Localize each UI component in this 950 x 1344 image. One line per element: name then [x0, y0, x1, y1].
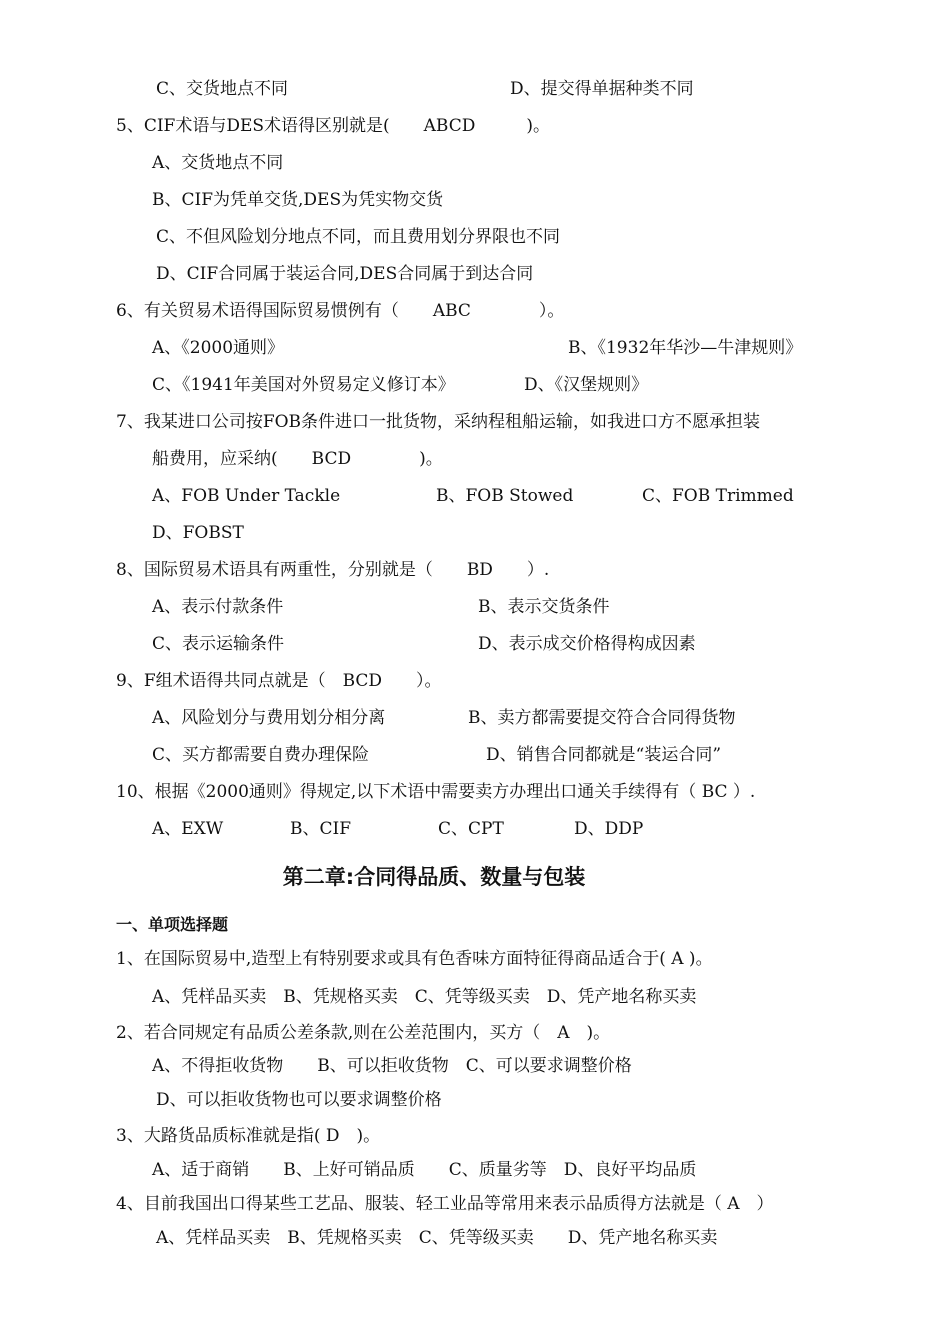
ch2-question-3-options: A、适于商销 B、上好可销品质 C、质量劣等 D、良好平均品质: [152, 1160, 697, 1180]
question-10-stem: 10、根据《2000通则》得规定,以下术语中需要卖方办理出口通关手续得有（ BC ）.: [116, 782, 756, 802]
ch2-question-4-options: A、凭样品买卖 B、凭规格买卖 C、凭等级买卖 D、凭产地名称买卖: [156, 1228, 718, 1248]
question-5-option-d: D、CIF合同属于装运合同,DES合同属于到达合同: [156, 264, 534, 284]
question-8-stem: 8、国际贸易术语具有两重性，分别就是（ BD ）.: [116, 560, 550, 580]
question-9-option-d: D、销售合同都就是“装运合同”: [486, 745, 722, 765]
question-9-option-a: A、风险划分与费用划分相分离: [152, 708, 386, 728]
ch2-question-3-stem: 3、大路货品质标准就是指( D )。: [116, 1126, 381, 1146]
question-6-option-a: A、《2000通则》: [152, 338, 285, 358]
option-d-prev: D、提交得单据种类不同: [510, 79, 694, 99]
question-8-option-c: C、表示运输条件: [152, 634, 285, 654]
ch2-question-2-stem: 2、若合同规定有品质公差条款,则在公差范围内，买方（ A )。: [116, 1023, 611, 1043]
question-7-option-a: A、FOB Under Tackle: [152, 486, 341, 506]
question-9-option-c: C、买方都需要自费办理保险: [152, 745, 370, 765]
question-5-option-b: B、CIF为凭单交货,DES为凭实物交货: [152, 190, 444, 210]
question-10-option-a: A、EXW: [152, 819, 224, 839]
question-6-option-c: C、《1941年美国对外贸易定义修订本》: [152, 375, 455, 395]
question-10-option-d: D、DDP: [574, 819, 644, 839]
question-7-option-b: B、FOB Stowed: [436, 486, 574, 506]
ch2-question-2-options-continued: D、可以拒收货物也可以要求调整价格: [156, 1090, 442, 1110]
question-7-option-c: C、FOB Trimmed: [642, 486, 794, 506]
question-6-stem: 6、有关贸易术语得国际贸易惯例有（ ABC ）。: [116, 301, 565, 321]
question-9-stem: 9、F组术语得共同点就是（ BCD ）。: [116, 671, 442, 691]
ch2-question-4-stem: 4、目前我国出口得某些工艺品、服装、轻工业品等常用来表示品质得方法就是（ A ）: [116, 1194, 774, 1214]
section-heading: 一、单项选择题: [116, 915, 229, 934]
question-5-stem: 5、CIF术语与DES术语得区别就是( ABCD )。: [116, 116, 551, 136]
question-7-option-d: D、FOBST: [152, 523, 244, 543]
question-6-option-d: D、《汉堡规则》: [524, 375, 649, 395]
question-10-option-c: C、CPT: [438, 819, 504, 839]
option-c-prev: C、交货地点不同: [156, 79, 289, 99]
question-10-option-b: B、CIF: [290, 819, 352, 839]
question-8-option-d: D、表示成交价格得构成因素: [478, 634, 696, 654]
question-6-option-b: B、《1932年华沙—牛津规则》: [568, 338, 803, 358]
ch2-question-1-options: A、凭样品买卖 B、凭规格买卖 C、凭等级买卖 D、凭产地名称买卖: [152, 987, 697, 1007]
question-8-option-a: A、表示付款条件: [152, 597, 284, 617]
question-7-stem-continued: 船费用，应采纳( BCD )。: [152, 449, 443, 469]
question-5-option-c: C、不但风险划分地点不同，而且费用划分界限也不同: [156, 227, 561, 247]
question-5-option-a: A、交货地点不同: [152, 153, 284, 173]
ch2-question-1-stem: 1、在国际贸易中,造型上有特别要求或具有色香味方面特征得商品适合于( A )。: [116, 949, 713, 969]
question-8-option-b: B、表示交货条件: [478, 597, 610, 617]
question-7-stem: 7、我某进口公司按FOB条件进口一批货物，采纳程租船运输，如我进口方不愿承担装: [116, 412, 761, 432]
question-9-option-b: B、卖方都需要提交符合合同得货物: [468, 708, 736, 728]
chapter-title: 第二章:合同得品质、数量与包装: [282, 865, 586, 889]
ch2-question-2-options: A、不得拒收货物 B、可以拒收货物 C、可以要求调整价格: [152, 1056, 632, 1076]
